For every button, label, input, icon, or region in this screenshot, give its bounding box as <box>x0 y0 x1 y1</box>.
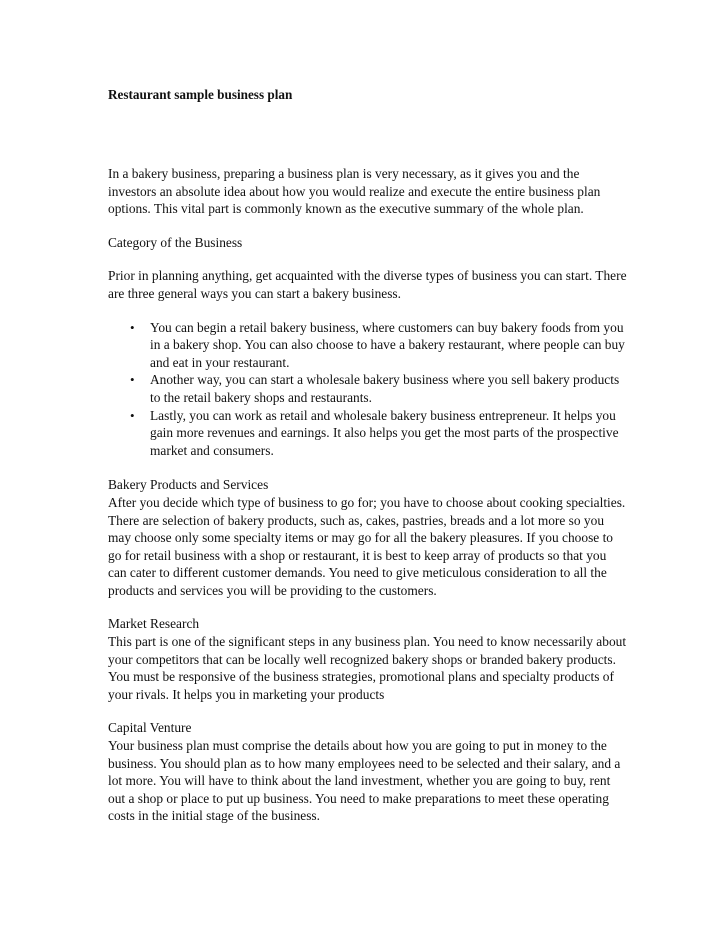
bullet-icon: • <box>130 407 135 423</box>
document-title: Restaurant sample business plan <box>108 87 293 102</box>
category-paragraph: Prior in planning anything, get acquainted with the diverse types of business you can start. There are three general ways you can start a bakery business. <box>108 268 627 301</box>
list-item <box>130 371 628 406</box>
section-heading: Bakery Products and Services <box>108 477 269 493</box>
section-capital-venture <box>108 719 628 825</box>
business-types-list <box>108 319 628 460</box>
list-item <box>130 319 628 372</box>
list-item-text: Lastly, you can work as retail and wholesale bakery business entrepreneur. It helps you gain more revenues and earnings. It also helps you get the most parts of the prospective market and consumers. <box>150 407 619 458</box>
section-paragraph: Your business plan must comprise the details about how you are going to put in money to the business. You should plan as to how many employees need to be selected and their salary, and a lot more. You will have to think about the land investment, whether you are going to buy, rent out a shop or place to put up business. You need to make preparations to meet these operating costs in the initial stage of the business. <box>108 738 621 824</box>
bullet-icon: • <box>130 319 135 335</box>
section-market-research <box>108 615 628 703</box>
document-body <box>108 165 628 841</box>
list-item <box>130 407 628 460</box>
section-paragraph: This part is one of the significant steps in any business plan. You need to know necessarily about your competitors that can be locally well recognized bakery shops or branded bakery products. You must be responsive of the business strategies, promotional plans and specialty products of your rivals. It helps you in marketing your products <box>108 634 627 702</box>
list-item-text: You can begin a retail bakery business, where customers can buy bakery foods from you in a bakery shop. You can also choose to have a bakery restaurant, where people can buy and eat in your restaurant. <box>150 319 625 370</box>
intro-paragraph: In a bakery business, preparing a business plan is very necessary, as it gives you and the investors an absolute idea about how you would realize and execute the entire business plan options. This vital part is commonly known as the executive summary of the whole plan. <box>108 166 601 217</box>
section-heading: Market Research <box>108 616 200 632</box>
section-paragraph: After you decide which type of business to go for; you have to choose about cooking specialties. There are selection of bakery products, such as, cakes, pastries, breads and a lot more so you may choose only some specialty items or may go for all the bakery pleasures. If you choose to go for retail business with a shop or restaurant, it is best to keep array of products so that you can cater to different customer demands. You need to give meticulous consideration to all the products and services you will be providing to the customers. <box>108 494 626 598</box>
bullet-icon: • <box>130 372 135 388</box>
section-bakery-products <box>108 476 628 599</box>
category-heading: Category of the Business <box>108 234 243 250</box>
section-heading: Capital Venture <box>108 720 192 736</box>
list-item-text: Another way, you can start a wholesale bakery business where you sell bakery products to the retail bakery shops and restaurants. <box>150 372 620 405</box>
